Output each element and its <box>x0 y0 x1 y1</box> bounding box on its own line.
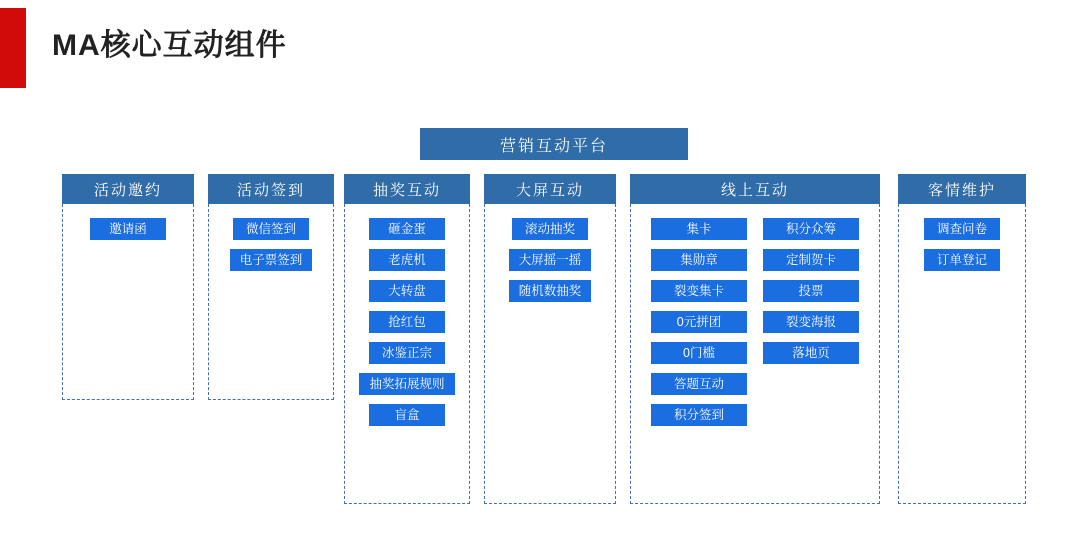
column-body <box>62 204 194 400</box>
chip-item[interactable]: 砸金蛋 <box>369 218 445 240</box>
chip-group <box>763 218 859 493</box>
column-body <box>344 204 470 504</box>
column-body <box>484 204 616 504</box>
chip-item[interactable]: 0元拼团 <box>651 311 747 333</box>
chip-item[interactable]: 大转盘 <box>369 280 445 302</box>
column-body <box>898 204 1026 504</box>
chip-group <box>230 218 313 389</box>
chip-item[interactable]: 微信签到 <box>233 218 309 240</box>
chip-item[interactable]: 滚动抽奖 <box>512 218 588 240</box>
chip-group <box>924 218 1000 493</box>
chip-item[interactable]: 0门槛 <box>651 342 747 364</box>
root-node-marketing-platform: 营销互动平台 <box>420 128 688 160</box>
column-header: 活动邀约 <box>62 174 194 204</box>
chip-item[interactable]: 大屏摇一摇 <box>509 249 592 271</box>
chip-item[interactable]: 积分签到 <box>651 404 747 426</box>
chip-group <box>651 218 747 493</box>
chip-group <box>509 218 592 493</box>
chip-item[interactable]: 答题互动 <box>651 373 747 395</box>
chip-item[interactable]: 冰鉴正宗 <box>369 342 445 364</box>
chip-group <box>359 218 454 493</box>
chip-item[interactable]: 调查问卷 <box>924 218 1000 240</box>
column-header: 线上互动 <box>630 174 880 204</box>
chip-item[interactable]: 抢红包 <box>369 311 445 333</box>
page-title: MA核心互动组件 <box>52 29 287 62</box>
diagram-columns <box>0 174 1080 504</box>
chip-item[interactable]: 订单登记 <box>924 249 1000 271</box>
chip-item[interactable]: 邀请函 <box>90 218 166 240</box>
chip-item[interactable]: 集卡 <box>651 218 747 240</box>
title-accent-bar <box>0 8 26 88</box>
chip-item[interactable]: 裂变集卡 <box>651 280 747 302</box>
column-body <box>208 204 334 400</box>
column-header: 抽奖互动 <box>344 174 470 204</box>
chip-item[interactable]: 电子票签到 <box>230 249 313 271</box>
column-body <box>630 204 880 504</box>
chip-item[interactable]: 集勋章 <box>651 249 747 271</box>
chip-item[interactable]: 裂变海报 <box>763 311 859 333</box>
column-bigscreen-interaction <box>484 174 616 504</box>
chip-item[interactable]: 盲盒 <box>369 404 445 426</box>
column-online-interaction <box>630 174 880 504</box>
column-activity-invitation <box>62 174 194 400</box>
column-header: 活动签到 <box>208 174 334 204</box>
column-header: 客情维护 <box>898 174 1026 204</box>
chip-item[interactable]: 投票 <box>763 280 859 302</box>
chip-item[interactable]: 抽奖拓展规则 <box>359 373 454 395</box>
column-customer-maintenance <box>898 174 1026 504</box>
chip-item[interactable]: 积分众筹 <box>763 218 859 240</box>
chip-item[interactable]: 定制贺卡 <box>763 249 859 271</box>
column-activity-checkin <box>208 174 334 400</box>
column-lottery-interaction <box>344 174 470 504</box>
chip-group <box>90 218 166 389</box>
chip-item[interactable]: 随机数抽奖 <box>509 280 592 302</box>
chip-item[interactable]: 落地页 <box>763 342 859 364</box>
column-header: 大屏互动 <box>484 174 616 204</box>
chip-item[interactable]: 老虎机 <box>369 249 445 271</box>
